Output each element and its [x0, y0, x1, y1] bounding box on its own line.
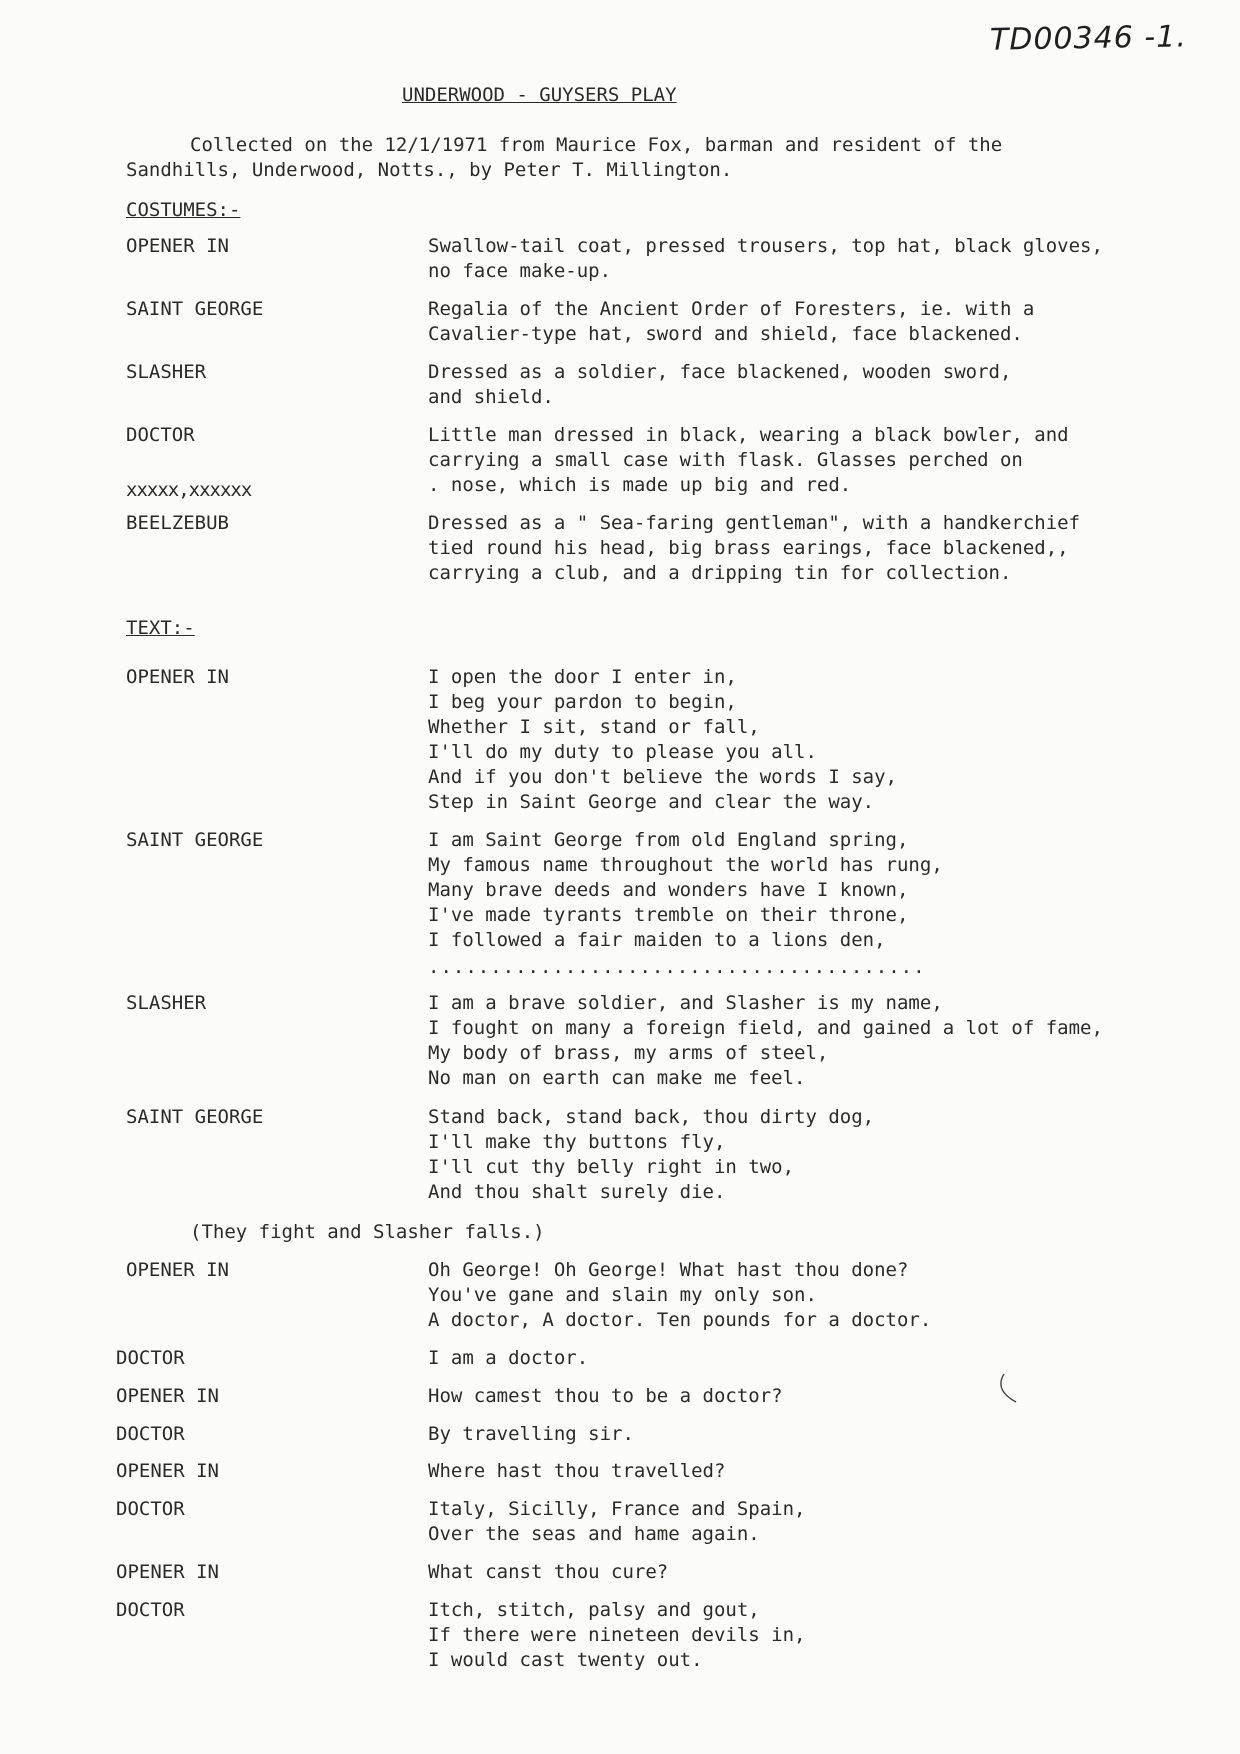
ellipsis-line: ........................................: [428, 956, 926, 978]
speaker-name: OPENER IN: [116, 1385, 219, 1407]
text-line: Stand back, stand back, thou dirty dog,: [428, 1106, 875, 1128]
dialogue-lines: [428, 1497, 806, 1547]
costume-description: [428, 360, 1011, 410]
role-name: OPENER IN: [126, 235, 229, 257]
text-line: My body of brass, my arms of steel,: [428, 1042, 829, 1064]
dialogue-lines: [428, 665, 897, 815]
speaker-name: OPENER IN: [116, 1561, 219, 1583]
text-line: Dressed as a soldier, face blackened, wooden sword,: [428, 361, 1012, 383]
text-line: carrying a small case with flask. Glasses perched on: [428, 449, 1023, 471]
costume-description: [428, 511, 1080, 586]
text-line: Step in Saint George and clear the way.: [428, 791, 875, 813]
text-line: If there were nineteen devils in,: [428, 1624, 806, 1646]
speaker-name: DOCTOR: [116, 1498, 185, 1520]
role-name: BEELZEBUB: [126, 512, 229, 534]
text-line: I followed a fair maiden to a lions den,: [428, 929, 886, 951]
text-line: How camest thou to be a doctor?: [428, 1385, 783, 1407]
intro-line-2: Sandhills, Underwood, Notts., by Peter T. Millington.: [126, 159, 733, 181]
text-line: No man on earth can make me feel.: [428, 1067, 806, 1089]
speaker-name: DOCTOR: [116, 1599, 185, 1621]
text-line: Many brave deeds and wonders have I known,: [428, 879, 909, 901]
speaker-name: SLASHER: [126, 992, 207, 1014]
text-line: What canst thou cure?: [428, 1561, 669, 1583]
costume-description: [428, 234, 1103, 284]
text-line: And thou shalt surely die.: [428, 1181, 726, 1203]
document-title: UNDERWOOD - GUYSERS PLAY: [402, 84, 677, 106]
text-line: I am a doctor.: [428, 1347, 589, 1369]
speaker-name: SAINT GEORGE: [126, 829, 264, 851]
text-line: Regalia of the Ancient Order of Foresters, ie. with a: [428, 298, 1035, 320]
dialogue-lines: [428, 1598, 806, 1673]
role-name: SLASHER: [126, 361, 207, 383]
speaker-name: OPENER IN: [116, 1460, 219, 1482]
dialogue-lines: [428, 991, 1103, 1091]
dialogue-lines: [428, 1346, 588, 1371]
text-line: I beg your pardon to begin,: [428, 691, 737, 713]
text-line: Whether I sit, stand or fall,: [428, 716, 760, 738]
text-line: carrying a club, and a dripping tin for collection.: [428, 562, 1012, 584]
text-line: Over the seas and hame again.: [428, 1523, 760, 1545]
text-line: . nose, which is made up big and red.: [428, 474, 852, 496]
text-heading: TEXT:-: [126, 617, 195, 639]
speaker-name: OPENER IN: [126, 1259, 229, 1281]
costume-description: [428, 297, 1034, 347]
dialogue-lines: [428, 1459, 725, 1484]
text-line: Swallow-tail coat, pressed trousers, top hat, black gloves,: [428, 235, 1103, 257]
text-line: I'll do my duty to please you all.: [428, 741, 817, 763]
text-line: Oh George! Oh George! What hast thou done?: [428, 1259, 909, 1281]
text-line: Itch, stitch, palsy and gout,: [428, 1599, 760, 1621]
text-line: Dressed as a " Sea-faring gentleman", with a handkerchief: [428, 512, 1081, 534]
text-line: I'll make thy buttons fly,: [428, 1131, 726, 1153]
text-line: By travelling sir.: [428, 1423, 634, 1445]
pen-mark-icon: [990, 1372, 1020, 1406]
role-name: DOCTOR: [126, 424, 195, 446]
handwritten-reference-number: TD00346 -1.: [989, 19, 1188, 58]
text-line: I open the door I enter in,: [428, 666, 737, 688]
dialogue-lines: [428, 1105, 874, 1205]
text-line: I would cast twenty out.: [428, 1649, 703, 1671]
text-line: I am a brave soldier, and Slasher is my name,: [428, 992, 943, 1014]
text-line: I'll cut thy belly right in two,: [428, 1156, 795, 1178]
text-line: I've made tyrants tremble on their throne,: [428, 904, 909, 926]
text-line: And if you don't believe the words I say,: [428, 766, 897, 788]
dialogue-lines: [428, 1422, 634, 1447]
speaker-name: DOCTOR: [116, 1423, 185, 1445]
struck-out-typing: xxxxx,xxxxxx: [126, 479, 252, 501]
text-line: tied round his head, big brass earings, face blackened,,: [428, 537, 1069, 559]
dialogue-lines: [428, 1560, 668, 1585]
text-line: no face make-up.: [428, 260, 612, 282]
text-line: My famous name throughout the world has rung,: [428, 854, 943, 876]
speaker-name: OPENER IN: [126, 666, 229, 688]
text-line: A doctor, A doctor. Ten pounds for a doctor.: [428, 1309, 932, 1331]
text-line: Where hast thou travelled?: [428, 1460, 726, 1482]
speaker-name: DOCTOR: [116, 1347, 185, 1369]
costume-description: [428, 423, 1069, 498]
text-line: I am Saint George from old England spring,: [428, 829, 909, 851]
dialogue-lines: [428, 1258, 931, 1333]
text-line: Little man dressed in black, wearing a black bowler, and: [428, 424, 1069, 446]
text-line: Italy, Sicilly, France and Spain,: [428, 1498, 806, 1520]
text-line: and shield.: [428, 386, 554, 408]
stage-direction: (They fight and Slasher falls.): [190, 1221, 545, 1243]
speaker-name: SAINT GEORGE: [126, 1106, 264, 1128]
dialogue-lines: [428, 828, 943, 953]
dialogue-lines: [428, 1384, 783, 1409]
role-name: SAINT GEORGE: [126, 298, 264, 320]
text-line: You've gane and slain my only son.: [428, 1284, 817, 1306]
costumes-heading: COSTUMES:-: [126, 199, 241, 221]
text-line: Cavalier-type hat, sword and shield, face blackened.: [428, 323, 1023, 345]
text-line: I fought on many a foreign field, and gained a lot of fame,: [428, 1017, 1103, 1039]
intro-line-1: Collected on the 12/1/1971 from Maurice Fox, barman and resident of the: [190, 134, 1003, 156]
